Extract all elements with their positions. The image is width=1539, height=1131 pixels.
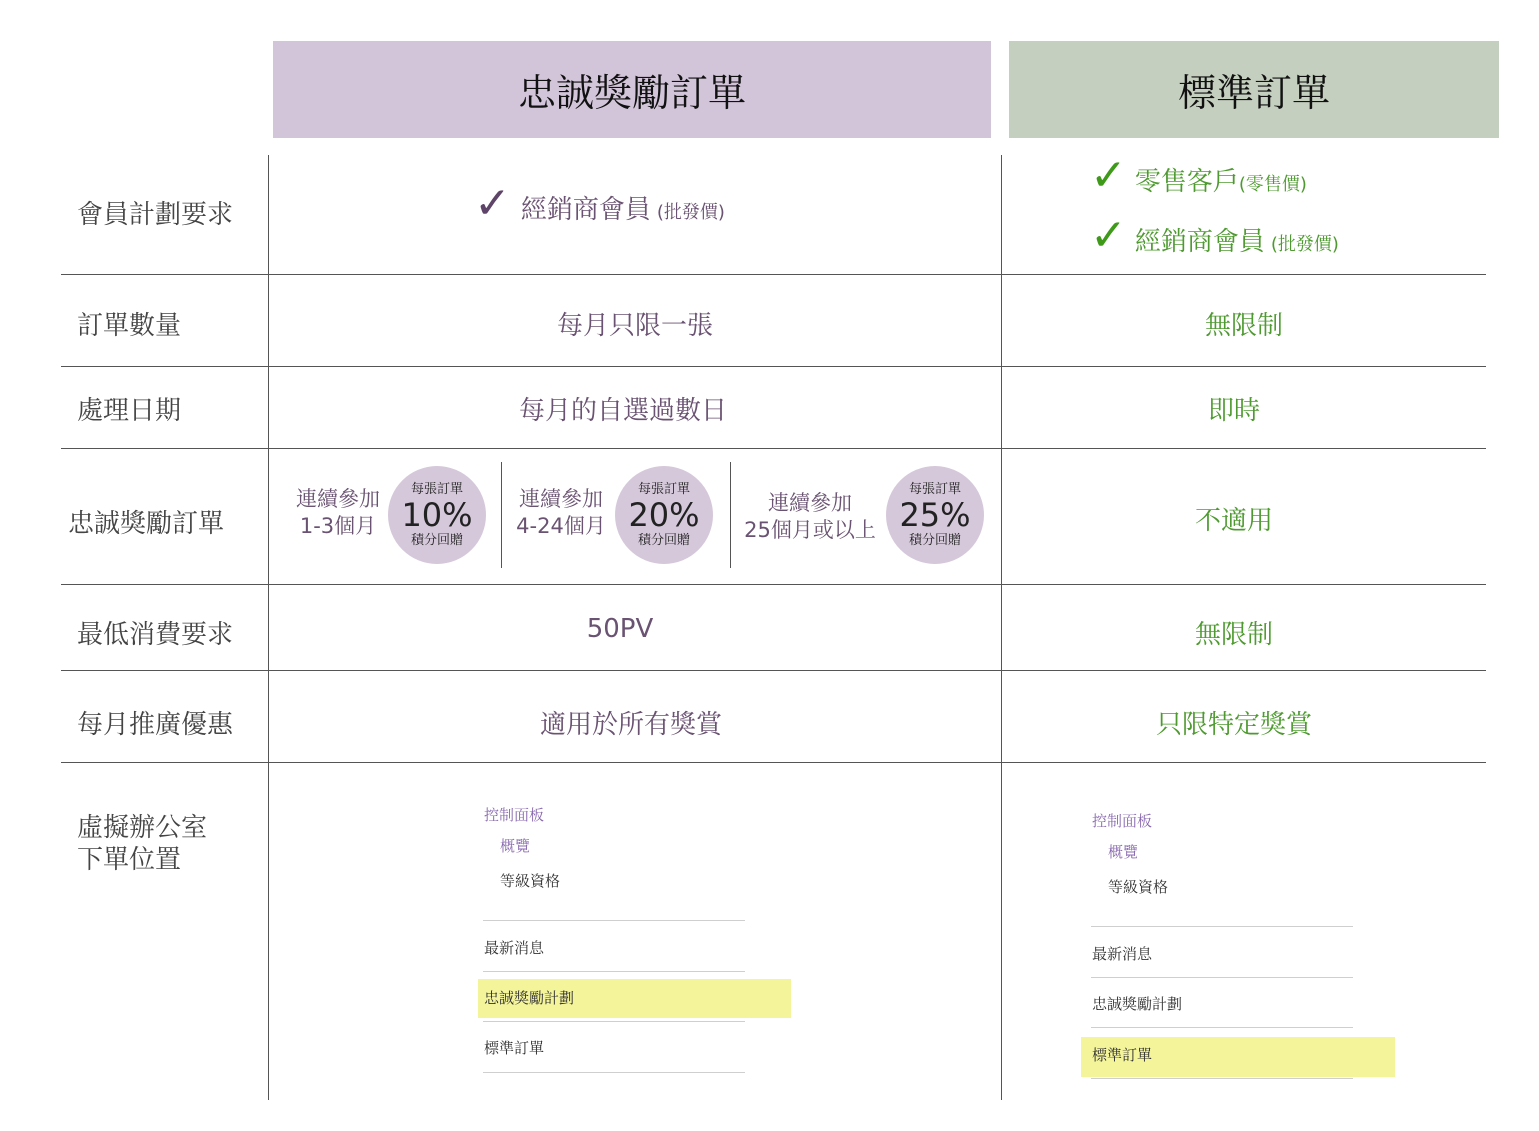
tier-3-text: [738, 490, 882, 544]
tier-2-line2: 4-24個月: [516, 514, 606, 538]
standard-loyalty-rewards: 不適用: [1194, 506, 1273, 536]
check-mark-icon: ✓: [474, 178, 511, 229]
check-mark-icon: ✓: [1090, 210, 1127, 261]
menu-standard-order[interactable]: 標準訂單: [484, 1039, 545, 1057]
tier-2-line1: 連續參加: [519, 487, 603, 511]
menu-separator: [1091, 1078, 1353, 1079]
tier-1-badge-percent: 10%: [401, 496, 473, 534]
check-mark-icon: ✓: [1090, 150, 1127, 201]
standard-retail-main: 零售客戶: [1134, 167, 1239, 197]
standard-distributor-main: 經銷商會員: [1134, 227, 1265, 257]
membership-requirement-label: 會員計劃要求: [77, 200, 234, 230]
standard-monthly-promotion: 只限特定獎賞: [1155, 710, 1312, 740]
loyalty-processing-date: 每月的自選過數日: [518, 396, 727, 426]
tier-1-line2: 1-3個月: [299, 514, 377, 538]
standard-order-header-label: 標準訂單: [1177, 71, 1330, 115]
loyalty-membership-sub: (批發價): [656, 202, 725, 223]
menu-separator: [1091, 1027, 1353, 1028]
menu-latest-news[interactable]: 最新消息: [1092, 945, 1153, 963]
tier-2-badge: [615, 466, 713, 564]
menu-loyalty-program[interactable]: 忠誠獎勵計劃: [484, 989, 575, 1007]
monthly-promotion-label: 每月推廣優惠: [77, 710, 234, 740]
menu-rank-qualification[interactable]: 等級資格: [1108, 878, 1169, 896]
tier-1-badge-top: 每張訂單: [410, 482, 463, 497]
standard-retail-cell: [1090, 150, 1307, 201]
standard-processing-date: 即時: [1207, 396, 1260, 426]
tier-divider: [730, 462, 731, 568]
menu-separator: [483, 1072, 745, 1073]
menu-latest-news[interactable]: 最新消息: [484, 939, 545, 957]
tier-2-badge-top: 每張訂單: [637, 482, 690, 497]
loyalty-order-quantity: 每月只限一張: [556, 311, 713, 341]
loyalty-monthly-promotion: 適用於所有獎賞: [539, 710, 722, 740]
loyalty-membership-cell: [474, 178, 725, 229]
row-divider: [61, 274, 1486, 275]
row-divider: [61, 762, 1486, 763]
loyalty-membership-main: 經銷商會員: [520, 195, 651, 225]
virtual-office-label-line2: 下單位置: [77, 845, 182, 875]
standard-distributor-sub: (批發價): [1270, 234, 1339, 255]
row-divider: [61, 584, 1486, 585]
menu-overview[interactable]: 概覽: [500, 837, 531, 855]
minimum-spend-label: 最低消費要求: [77, 620, 234, 650]
standard-minimum-spend: 無限制: [1194, 620, 1273, 650]
menu-separator: [1091, 926, 1353, 927]
menu-loyalty-program[interactable]: 忠誠獎勵計劃: [1092, 995, 1183, 1013]
tier-3-badge-percent: 25%: [899, 496, 971, 534]
tier-divider: [501, 462, 502, 568]
tier-1-text: [290, 486, 386, 540]
tier-2-text: [511, 486, 611, 540]
loyalty-rewards-label: 忠誠獎勵訂單: [68, 509, 225, 539]
processing-date-label: 處理日期: [77, 396, 182, 426]
standard-retail-sub: (零售價): [1238, 174, 1307, 195]
tier-1-line1: 連續參加: [296, 487, 380, 511]
tier-2-badge-percent: 20%: [628, 496, 700, 534]
tier-3-badge-top: 每張訂單: [908, 482, 961, 497]
standard-distributor-cell: [1090, 210, 1339, 261]
menu-standard-order[interactable]: 標準訂單: [1092, 1046, 1153, 1064]
row-divider: [61, 670, 1486, 671]
menu-separator: [483, 1021, 745, 1022]
menu-separator: [483, 920, 745, 921]
row-divider: [61, 448, 1486, 449]
menu-separator: [1091, 977, 1353, 978]
menu-dashboard[interactable]: 控制面板: [1092, 812, 1153, 830]
order-quantity-label: 訂單數量: [77, 311, 182, 341]
tier-3-badge-bottom: 積分回贈: [908, 533, 961, 548]
menu-dashboard[interactable]: 控制面板: [484, 806, 545, 824]
virtual-office-label: [77, 812, 207, 876]
tier-1-badge-bottom: 積分回贈: [410, 533, 463, 548]
loyalty-order-header: [273, 41, 991, 138]
loyalty-minimum-spend: 50PV: [586, 614, 654, 644]
tier-2-badge-bottom: 積分回贈: [637, 533, 690, 548]
loyalty-order-header-label: 忠誠獎勵訂單: [517, 71, 746, 115]
virtual-office-label-line1: 虛擬辦公室: [77, 813, 208, 843]
tier-1-badge: [388, 466, 486, 564]
row-divider: [61, 366, 1486, 367]
tier-3-badge: [886, 466, 984, 564]
tier-3-line1: 連續參加: [768, 491, 852, 515]
tier-3-line2: 25個月或以上: [744, 518, 876, 542]
menu-separator: [483, 971, 745, 972]
menu-rank-qualification[interactable]: 等級資格: [500, 872, 561, 890]
standard-order-quantity: 無限制: [1204, 311, 1283, 341]
menu-overview[interactable]: 概覽: [1108, 843, 1139, 861]
standard-order-header: [1009, 41, 1499, 138]
